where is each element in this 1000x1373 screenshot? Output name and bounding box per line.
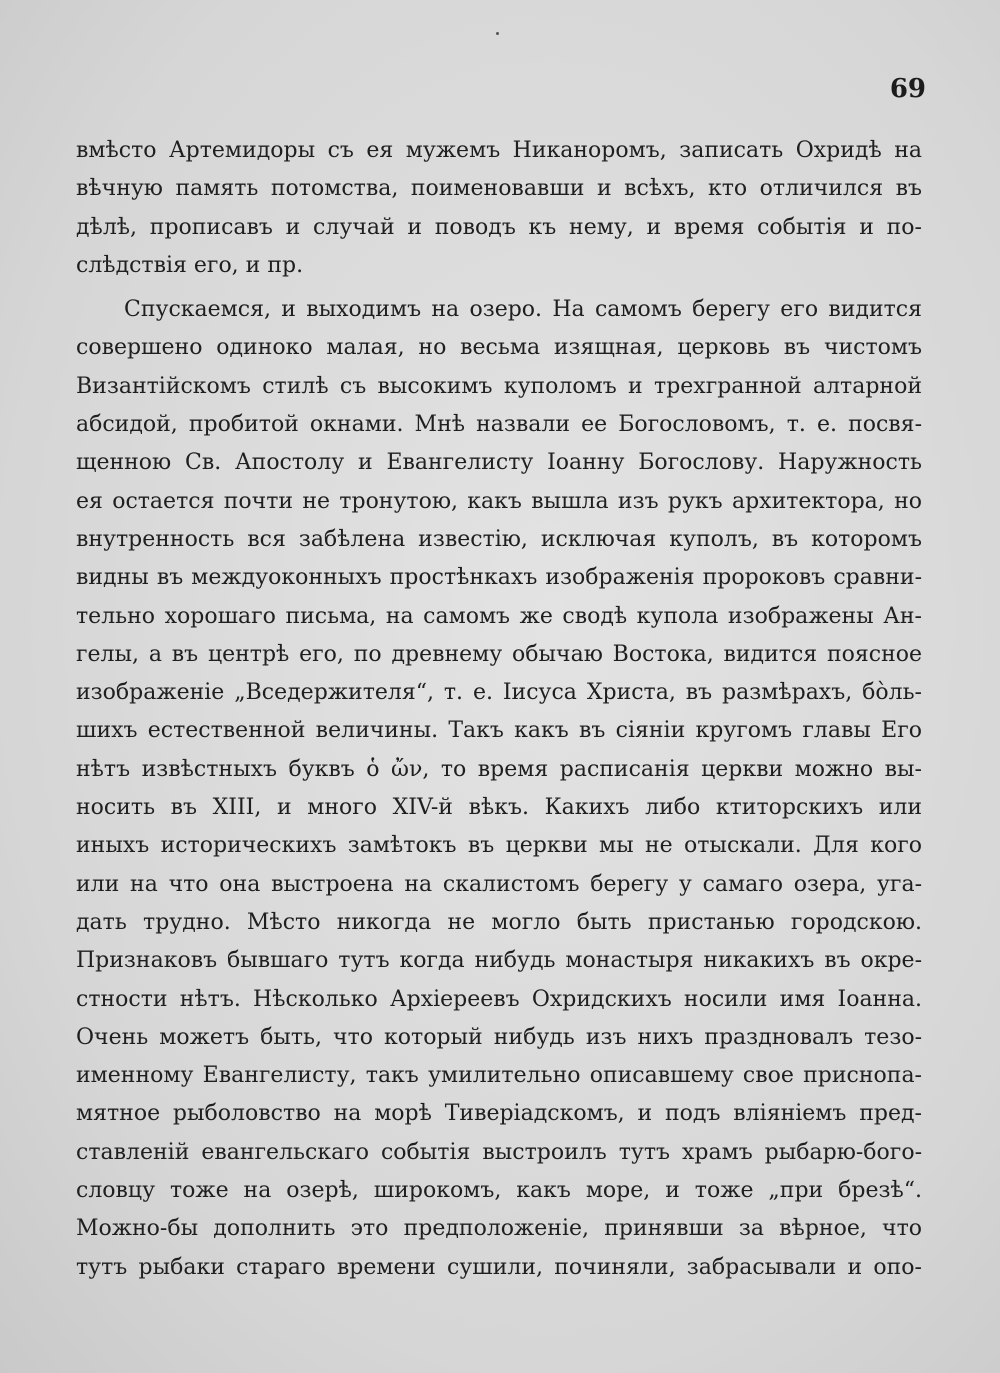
text-line: Очень можетъ быть, что который нибудь изъ нихъ праздновалъ тезо-	[76, 1024, 922, 1050]
ink-speck	[496, 32, 499, 35]
text-line: дѣлѣ, прописавъ и случай и поводъ къ нему, и время событія и по-	[76, 214, 922, 240]
text-line: носить въ XIII, и много XIV-й вѣкъ. Какихъ либо ктиторскихъ или	[76, 795, 922, 821]
text-line: ставленій евангельскаго событія выстроилъ тутъ храмъ рыбарю-бого-	[76, 1139, 922, 1165]
page-number: 69	[889, 74, 926, 104]
text-line: вѣчную память потомства, поименовавши и всѣхъ, кто отличился въ	[76, 176, 922, 202]
text-line: абсидой, пробитой окнами. Мнѣ назвали ее Богословомъ, т. е. посвя-	[76, 412, 922, 438]
text-line: ея остается почти не тронутою, какъ вышла изъ рукъ архитектора, но	[76, 488, 922, 514]
text-line: шихъ естественной величины. Такъ какъ въ сіяніи кругомъ главы Его	[76, 718, 922, 744]
text-line: изображеніе „Вседержителя“, т. е. Іисуса Христа, въ размѣрахъ, бо̀ль-	[76, 680, 922, 706]
text-line: Византійскомъ стилѣ съ высокимъ куполомъ и трехгранной алтарной	[76, 373, 922, 399]
text-line: стности нѣтъ. Нѣсколько Архіереевъ Охридскихъ носили имя Іоанна.	[76, 986, 922, 1012]
text-line: гелы, а въ центрѣ его, по древнему обычаю Востока, видится поясное	[76, 641, 922, 667]
page-text	[76, 132, 922, 1287]
text-line: щенною Св. Апостолу и Евангелисту Іоанну Богослову. Наружность	[76, 450, 922, 476]
text-line: словцу тоже на озерѣ, широкомъ, какъ море, и тоже „при брезѣ“.	[76, 1178, 922, 1204]
text-line: вмѣсто Артемидоры съ ея мужемъ Никаноромъ, записать Охридѣ на	[76, 138, 922, 163]
text-line: именному Евангелисту, такъ умилительно описавшему свое приснопа-	[76, 1063, 922, 1089]
text-line: внутренность вся забѣлена известію, исключая куполъ, въ которомъ	[76, 526, 922, 552]
text-line: тельно хорошаго письма, на самомъ же сводѣ купола изображены Ан-	[76, 603, 922, 629]
text-line: слѣдствія его, и пр.	[76, 252, 304, 278]
text-line: иныхъ историческихъ замѣтокъ въ церкви мы не отыскали. Для кого	[76, 833, 922, 859]
text-line: совершено одиноко малая, но весьма изящная, церковь въ чистомъ	[76, 335, 922, 361]
text-line: мятное рыболовство на морѣ Тиверіадскомъ, и подъ вліяніемъ пред-	[76, 1101, 922, 1127]
text-line: дать трудно. Мѣсто никогда не могло быть пристанью городскою.	[76, 909, 922, 935]
text-line: Спускаемся, и выходимъ на озеро. На самомъ берегу его видится	[124, 297, 922, 323]
text-line: Признаковъ бывшаго тутъ когда нибудь монастыря никакихъ въ окре-	[76, 948, 922, 974]
text-line: видны въ междуоконныхъ простѣнкахъ изображенія пророковъ сравни-	[76, 565, 922, 591]
text-line: нѣтъ извѣстныхъ буквъ ὁ ὤν, то время расписанія церкви можно вы-	[76, 756, 922, 782]
text-line: тутъ рыбаки стараго времени сушили, починяли, забрасывали и опо-	[76, 1254, 922, 1280]
text-line: или на что она выстроена на скалистомъ берегу у самаго озера, уга-	[76, 871, 922, 897]
text-line: Можно-бы дополнить это предположеніе, принявши за вѣрное, что	[76, 1216, 922, 1242]
